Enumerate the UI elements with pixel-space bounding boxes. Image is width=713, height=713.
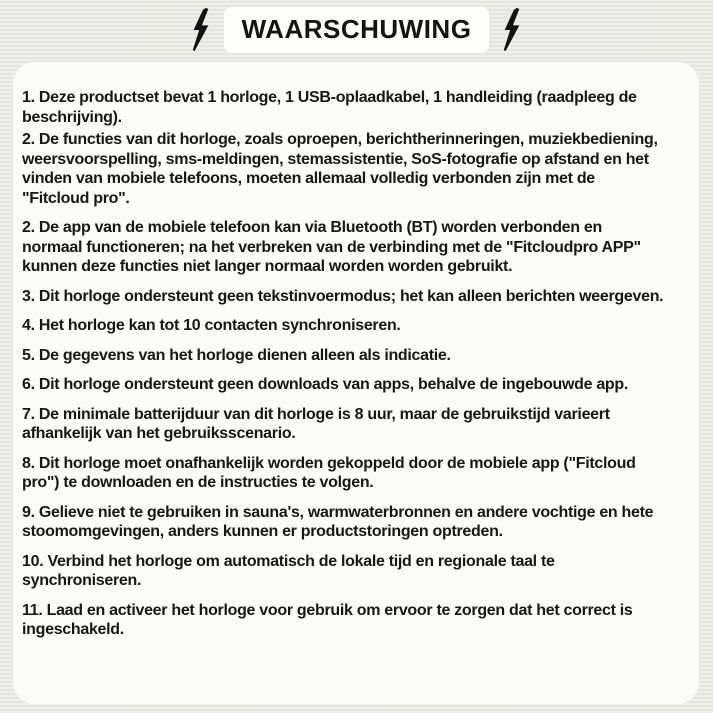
- page-title: WAARSCHUWING: [241, 14, 472, 44]
- warning-item: 4. Het horloge kan tot 10 contacten synchroniseren.: [22, 317, 401, 335]
- warning-item: 8. Dit horloge moet onafhankelijk worden gekoppeld door de mobiele app ("Fitcloud pro") te downloaden en de instructies te volgen.: [22, 454, 636, 492]
- warning-card: [13, 62, 699, 704]
- warning-list: [22, 88, 665, 640]
- title-badge: [224, 7, 490, 53]
- warning-item: 3. Dit horloge ondersteunt geen tekstinvoermodus; het kan alleen berichten weergeven.: [22, 287, 664, 305]
- warning-item: 1. Deze productset bevat 1 horloge, 1 USB-oplaadkabel, 1 handleiding (raadpleeg de beschrijving).: [22, 89, 637, 126]
- lightning-bolt-icon: [190, 7, 212, 53]
- lightning-bolt-icon: [501, 7, 523, 53]
- warning-item: 10. Verbind het horloge om automatisch de lokale tijd en regionale taal te synchroniseren.: [22, 552, 555, 590]
- warning-item: 9. Gelieve niet te gebruiken in sauna's, warmwaterbronnen en andere vochtige en hete stoomomgevingen, anders kunnen er productstoringen optreden.: [22, 503, 654, 541]
- warning-item: 2. De app van de mobiele telefoon kan via Bluetooth (BT) worden verbonden en normaal functioneren; na het verbreken van de verbinding met de "Fitcloudpro APP" kunnen deze functies niet langer normaal worden worden gebruikt.: [22, 219, 641, 276]
- warning-header: [0, 4, 713, 56]
- warning-item: 6. Dit horloge ondersteunt geen downloads van apps, behalve de ingebouwde app.: [22, 376, 629, 394]
- warning-item: 7. De minimale batterijduur van dit horloge is 8 uur, maar de gebruikstijd varieert afhankelijk van het gebruiksscenario.: [22, 405, 610, 443]
- warning-item: 2. De functies van dit horloge, zoals oproepen, berichtherinneringen, muziekbediening, weersvoorspelling, sms-meldingen, stemassistentie, SoS-fotografie op afstand en het vinden van mobiele telefoons, moeten allemaal volledig verbonden zijn met de "Fitcloud pro".: [22, 131, 658, 207]
- warning-item: 5. De gegevens van het horloge dienen alleen als indicatie.: [22, 346, 451, 364]
- warning-item: 11. Laad en activeer het horloge voor gebruik om ervoor te zorgen dat het correct is ingeschakeld.: [22, 601, 633, 639]
